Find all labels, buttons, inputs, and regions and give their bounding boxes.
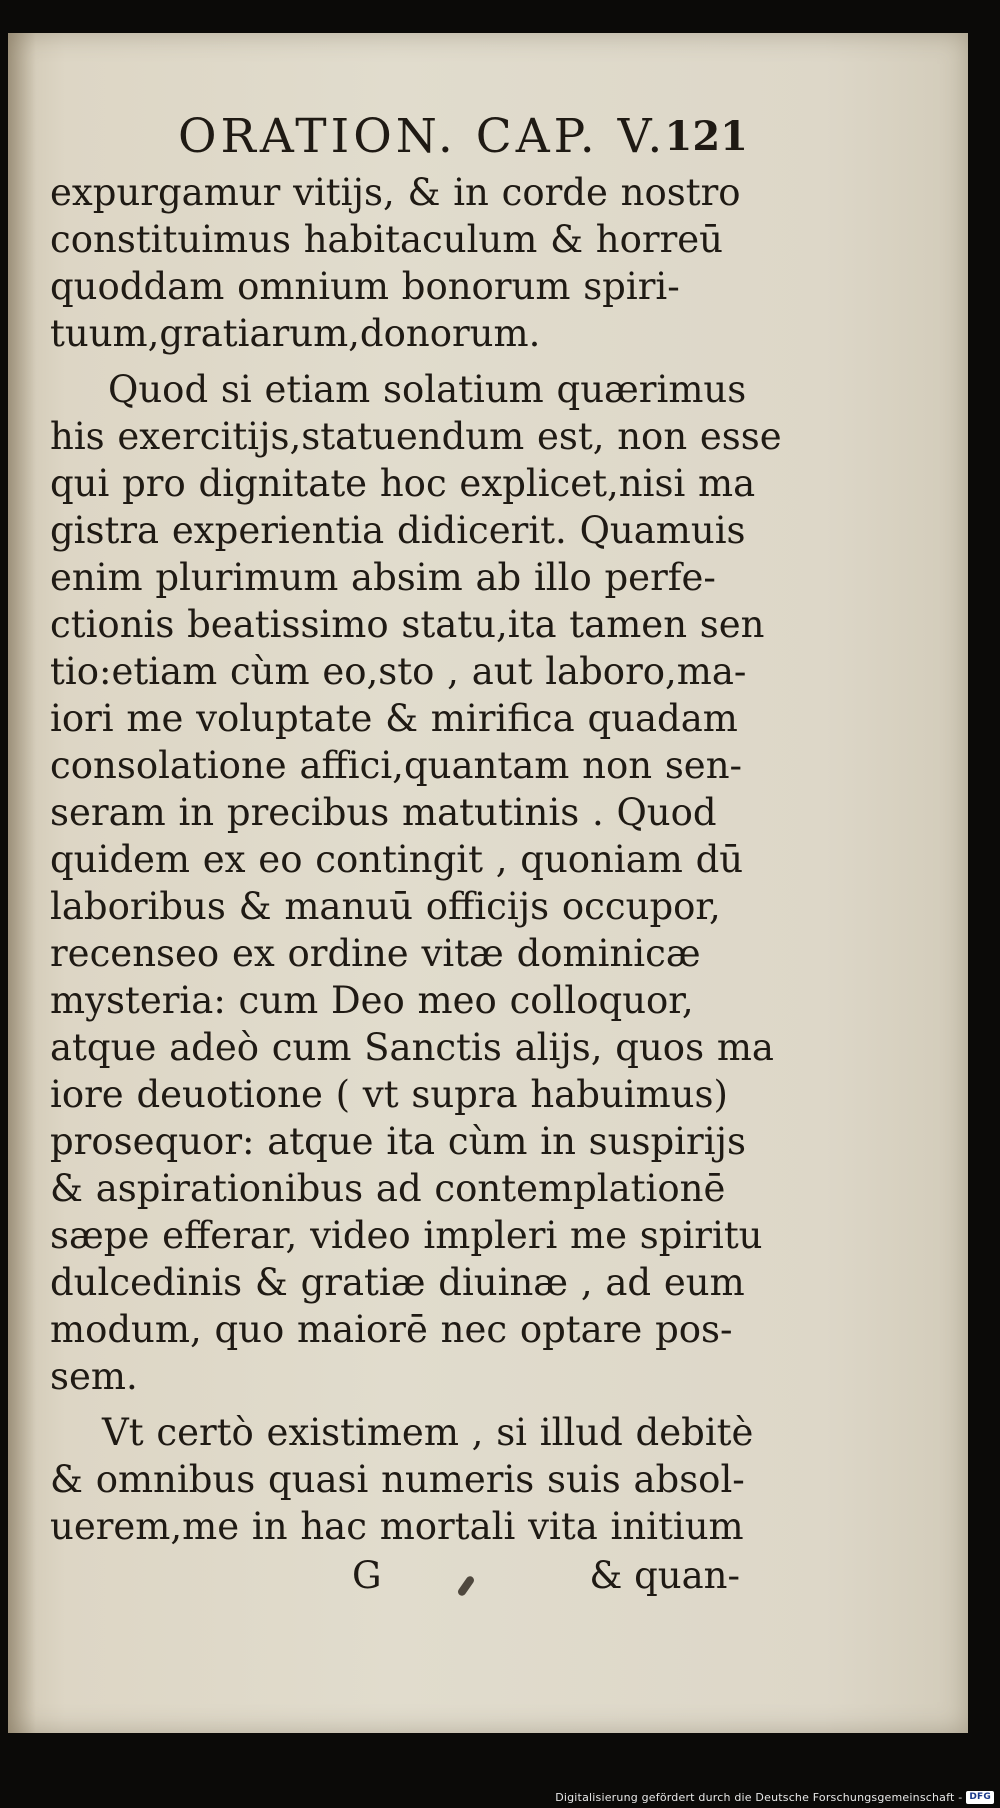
paragraph-1 [50,169,740,357]
credit-text: Digitalisierung gefördert durch die Deutsche Forschungsgemeinschaft - [555,1791,963,1804]
text-line: tio:etiam cùm eo,sto , aut laboro,ma- [50,650,747,693]
text-line: quidem ex eo contingit , quoniam dū [50,838,744,881]
text-line: sem. [50,1355,138,1398]
text-line: expurgamur vitijs, & in corde nostro [50,171,741,214]
text-line: iore deuotione ( vt supra habuimus) [50,1073,728,1116]
running-head [50,105,748,169]
running-title: ORATION. CAP. V. [178,109,667,164]
text-line: recenseo ex ordine vitæ dominicæ [50,932,701,975]
digitization-credit [555,1791,994,1804]
text-line: consolatione affici,quantam non sen- [50,744,743,787]
text-line: constituimus habitaculum & horreū [50,218,724,261]
text-block [50,105,782,1602]
text-line: dulcedinis & gratiæ diuinæ , ad eum [50,1261,745,1304]
text-line: enim plurimum absim ab illo perfe- [50,556,716,599]
text-line: gistra experientia didicerit. Quamuis [50,509,746,552]
text-line: mysteria: cum Deo meo colloquor, [50,979,694,1022]
text-line: ctionis beatissimo statu,ita tamen sen [50,603,765,646]
text-line: prosequor: atque ita cùm in suspirijs [50,1120,746,1163]
text-line: laboribus & manuū officijs occupor, [50,885,721,928]
text-line: qui pro dignitate hoc explicet,nisi ma [50,462,756,505]
text-line: Quod si etiam solatium quærimus [108,368,747,411]
text-line: his exercitijs,statuendum est, non esse [50,415,782,458]
text-line: seram in precibus matutinis . Quod [50,791,717,834]
page-number: 121 [664,113,748,160]
text-line: iori me voluptate & mirifica quadam [50,697,738,740]
text-line: modum, quo maiorē nec optare pos- [50,1308,733,1351]
text-line: atque adeò cum Sanctis alijs, quos ma [50,1026,774,1069]
catch-line [50,1550,740,1602]
signature-mark: G [352,1554,382,1597]
text-line: Vt certò existimem , si illud debitè [102,1411,754,1454]
text-line: tuum,gratiarum,donorum. [50,312,541,355]
book-page [8,33,968,1733]
text-line: uerem,me in hac mortali vita initium [50,1505,744,1548]
text-line: sæpe efferar, video impleri me spiritu [50,1214,763,1257]
text-line: & aspirationibus ad contemplationē [50,1167,726,1210]
paragraph-3 [50,1409,754,1550]
catchword: & quan- [589,1554,740,1597]
dfg-logo: DFG [966,1791,994,1804]
text-line: & omnibus quasi numeris suis absol- [50,1458,745,1501]
paragraph-2 [50,366,782,1400]
text-line: quoddam omnium bonorum spiri- [50,265,680,308]
